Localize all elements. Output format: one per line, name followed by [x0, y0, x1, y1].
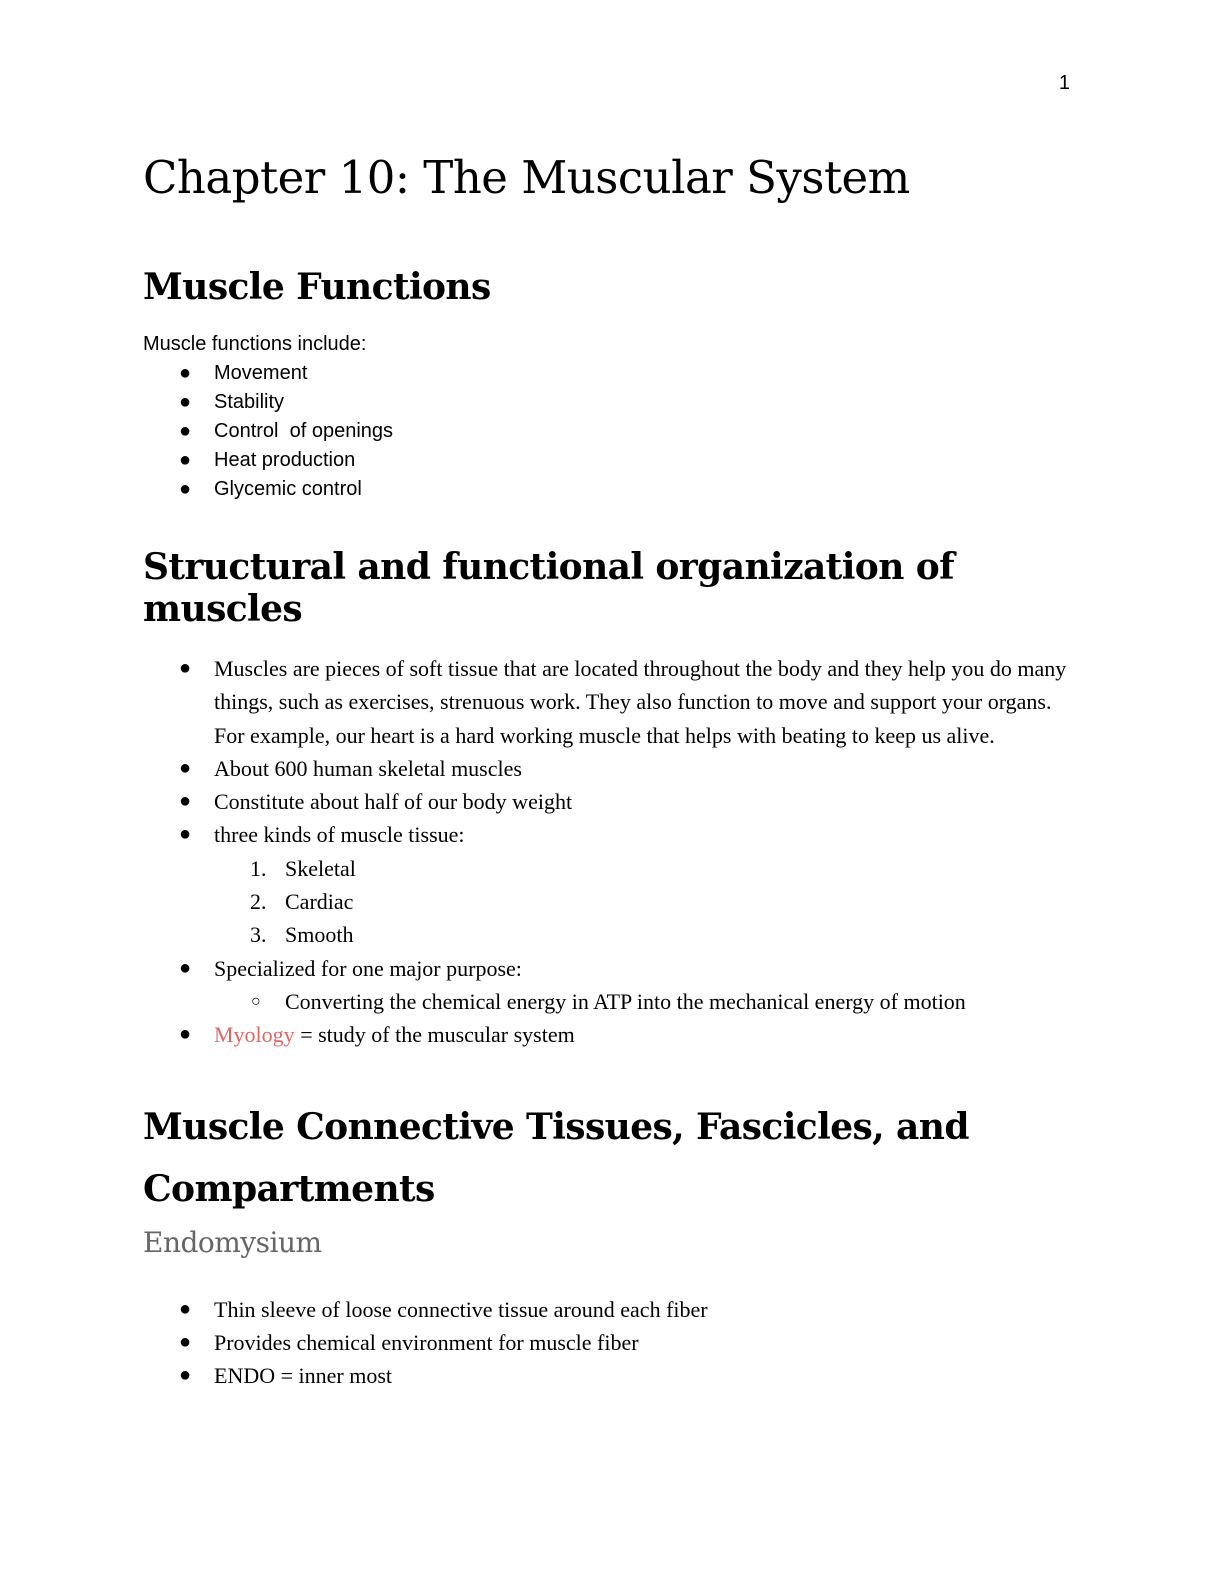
bullet-icon: ●: [179, 449, 192, 471]
page-title: Chapter 10: The Muscular System: [143, 151, 910, 204]
functions-list: [143, 359, 1083, 504]
list-item: ● Provides chemical environment for muscle fiber: [143, 1326, 1083, 1359]
bullet-icon: ●: [179, 391, 192, 413]
bullet-icon: ●: [179, 1364, 192, 1387]
list-item: ● Thin sleeve of loose connective tissue around each fiber: [143, 1293, 1083, 1326]
list-item: ● About 600 human skeletal muscles: [143, 752, 1083, 785]
numbered-list-item: 3. Smooth: [250, 922, 354, 948]
numbered-list-item: 1. Skeletal: [250, 855, 356, 881]
list-item: ● Constitute about half of our body weight: [143, 785, 1083, 818]
section-heading-organization: Structural and functional organization of muscles: [143, 546, 954, 630]
list-item: ● three kinds of muscle tissue:: [143, 818, 1083, 851]
list-item: ● Movement: [143, 359, 1083, 388]
sub-list-item: ○ Converting the chemical energy in ATP into the mechanical energy of motion: [143, 985, 1083, 1018]
list-item: ● Myology = study of the muscular system: [143, 1018, 1083, 1051]
bullet-icon: ●: [179, 362, 192, 384]
list-item: ● ENDO = inner most: [143, 1359, 1083, 1392]
bullet-icon: ●: [179, 790, 192, 813]
endomysium-list: [143, 1293, 1083, 1393]
functions-intro: Muscle functions include:: [143, 333, 367, 355]
section-heading-muscle-functions: Muscle Functions: [143, 266, 491, 308]
organization-list: [143, 652, 1083, 1052]
hollow-bullet-icon: ○: [251, 992, 261, 1010]
list-item: ● Glycemic control: [143, 475, 1083, 504]
numbered-list-item: 2. Cardiac: [250, 889, 354, 915]
bullet-icon: ●: [179, 1330, 192, 1353]
page-number: 1: [1058, 72, 1070, 94]
list-item: ● Muscles are pieces of soft tissue that are located throughout the body and they help you do many things, such as exercises, strenuous work. They also function to move and support your organs. For example, our heart is a hard working muscle that helps with beating to keep us alive.: [143, 652, 1083, 752]
bullet-icon: ●: [179, 823, 192, 846]
subheading-endomysium: Endomysium: [143, 1225, 322, 1259]
myology-term: Myology: [214, 1022, 295, 1048]
list-item: ● Control of openings: [143, 417, 1083, 446]
list-item: ● Stability: [143, 388, 1083, 417]
section-heading-connective-tissues: Muscle Connective Tissues, Fascicles, and Compartments: [143, 1105, 969, 1210]
bullet-icon: ●: [179, 756, 192, 779]
bullet-icon: ●: [179, 420, 192, 442]
bullet-icon: ●: [179, 1297, 192, 1320]
bullet-icon: ●: [179, 1023, 192, 1046]
list-item: ● Specialized for one major purpose:: [143, 952, 1083, 985]
bullet-icon: ●: [179, 956, 192, 979]
bullet-icon: ●: [179, 657, 192, 679]
document-body: [143, 140, 1083, 1392]
bullet-icon: ●: [179, 478, 192, 500]
list-item: ● Heat production: [143, 446, 1083, 475]
